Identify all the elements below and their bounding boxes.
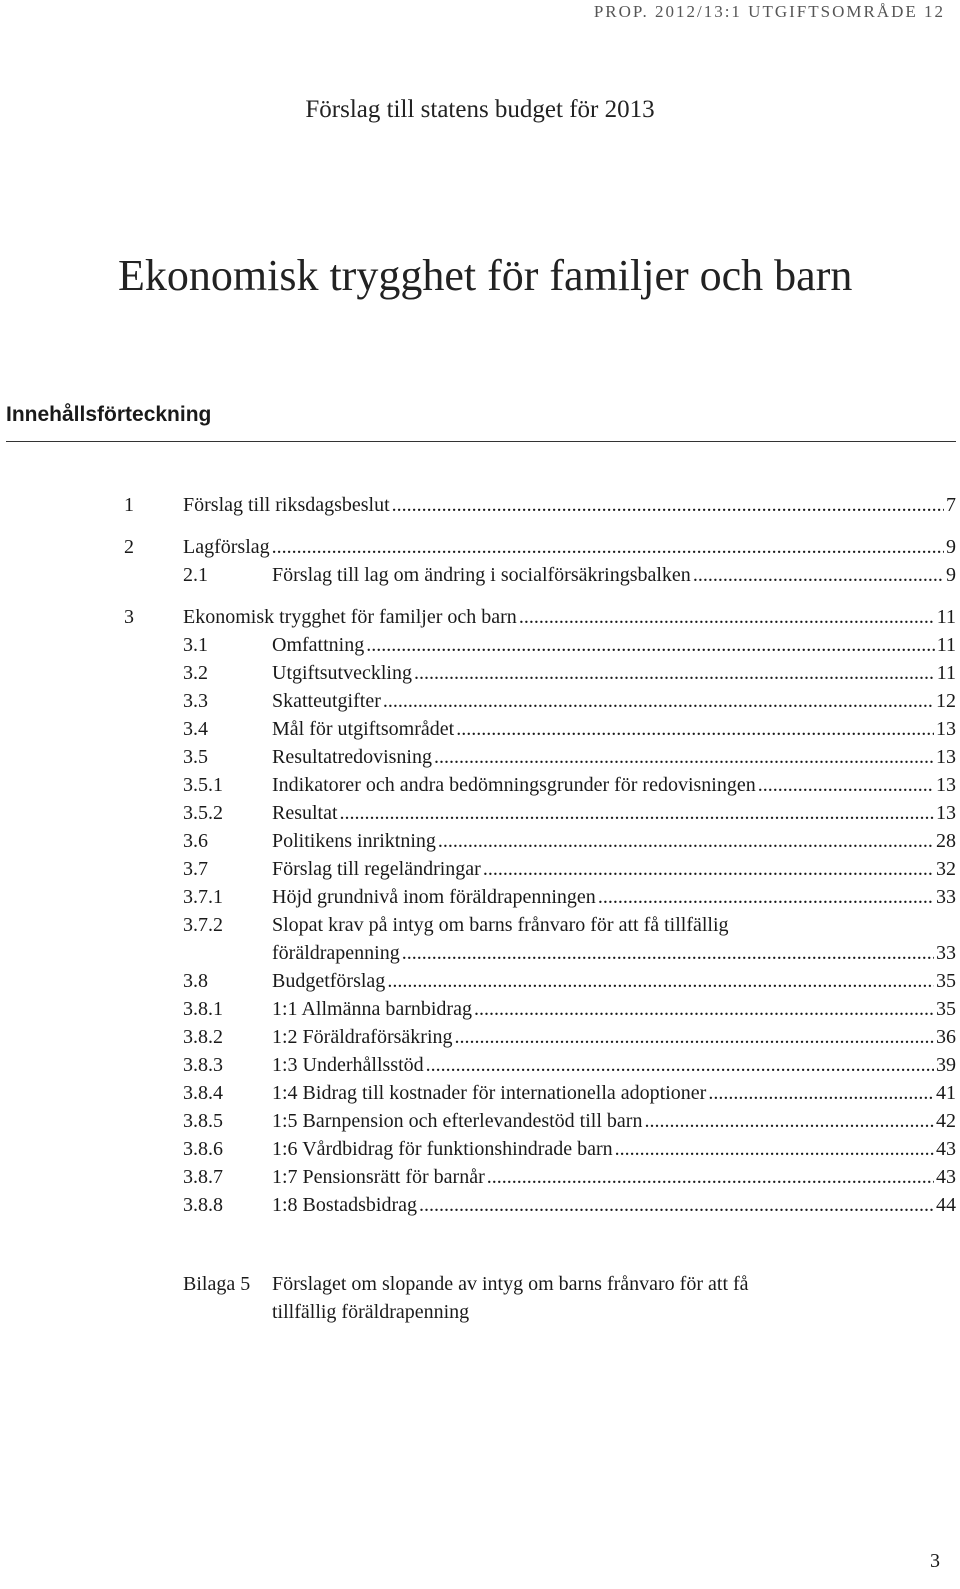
toc-leader-dots <box>387 967 934 995</box>
toc-entry-label: Förslag till regeländringar <box>272 858 481 880</box>
toc-entry-label: 1:4 Bidrag till kostnader för internationella adoptioner <box>272 1082 707 1104</box>
toc-entry-page: 32 <box>936 858 956 880</box>
toc-leader-dots <box>392 491 944 519</box>
toc-entry-number: 3.8.3 <box>183 1054 223 1076</box>
toc-leader-dots <box>272 533 944 561</box>
toc-leader-dots <box>438 827 934 855</box>
toc-entry-label: 1:2 Föräldraförsäkring <box>272 1026 453 1048</box>
toc-entry-label: Höjd grundnivå inom föräldrapenningen <box>272 886 596 908</box>
toc-entry[interactable] <box>0 715 960 743</box>
toc-entry-number: 3.7 <box>183 858 208 880</box>
annex-number: Bilaga 5 <box>183 1273 251 1295</box>
toc-entry-page: 11 <box>936 662 956 684</box>
toc-entry-page: 9 <box>946 536 956 558</box>
toc-entry-number: 3.8.6 <box>183 1138 223 1160</box>
toc-entry-page: 13 <box>936 802 956 824</box>
annex-label-line2: tillfällig föräldrapenning <box>272 1301 470 1323</box>
toc-entry-page: 33 <box>936 886 956 908</box>
page-number: 3 <box>930 1550 940 1572</box>
toc-entry[interactable] <box>0 1051 960 1079</box>
toc-entry-label: Lagförslag <box>183 536 270 558</box>
toc-leader-dots <box>644 1107 934 1135</box>
toc-entry[interactable] <box>0 561 960 589</box>
toc-entry-number: 3.5.1 <box>183 774 223 796</box>
annex-entry[interactable] <box>183 1270 749 1326</box>
toc-entry-label: 1:5 Barnpension och efterlevandestöd till barn <box>272 1110 643 1132</box>
toc-entry-number: 1 <box>124 494 134 516</box>
toc-entry-page: 11 <box>936 606 956 628</box>
toc-entry-page: 28 <box>936 830 956 852</box>
toc-entry-number: 2 <box>124 536 134 558</box>
toc-entry-page: 42 <box>936 1110 956 1132</box>
toc-entry-number: 3.8.4 <box>183 1082 223 1104</box>
toc-leader-dots <box>483 855 934 883</box>
toc-leader-dots <box>402 939 934 967</box>
document-title: Ekonomisk trygghet för familjer och barn <box>118 251 853 300</box>
toc-entry-number: 3.2 <box>183 662 208 684</box>
toc-entry-number: 3.1 <box>183 634 208 656</box>
toc-entry-page: 36 <box>936 1026 956 1048</box>
toc-group <box>0 603 960 911</box>
toc-entry-label: Mål för utgiftsområdet <box>272 718 455 740</box>
toc-group <box>0 533 960 589</box>
toc-entry-page: 11 <box>936 634 956 656</box>
toc-entry[interactable] <box>0 1107 960 1135</box>
toc-leader-dots <box>340 799 934 827</box>
toc-leader-dots <box>519 603 935 631</box>
toc-entry-number: 3.3 <box>183 690 208 712</box>
toc-entry-page: 13 <box>936 774 956 796</box>
toc-entry-label-line1: Slopat krav på intyg om barns frånvaro för att få tillfällig <box>272 914 729 936</box>
toc-leader-dots <box>758 771 934 799</box>
toc-entry-number: 3.8.7 <box>183 1166 223 1188</box>
toc-entry-number: 3.4 <box>183 718 208 740</box>
toc-entry-label: Politikens inriktning <box>272 830 436 852</box>
toc-entry-page: 13 <box>936 746 956 768</box>
toc-entry-page: 43 <box>936 1166 956 1188</box>
running-head: PROP. 2012/13:1 UTGIFTSOMRÅDE 12 <box>593 2 945 21</box>
toc-entry[interactable] <box>0 995 960 1023</box>
toc-leader-dots <box>598 883 934 911</box>
toc-leader-dots <box>474 995 934 1023</box>
toc-leader-dots <box>426 1051 934 1079</box>
toc-entry[interactable] <box>0 1079 960 1107</box>
table-of-contents <box>0 491 960 1219</box>
toc-group <box>0 491 960 519</box>
toc-entry-number: 3.7.1 <box>183 886 223 908</box>
toc-entry-label: Skatteutgifter <box>272 690 381 712</box>
toc-leader-dots <box>414 659 935 687</box>
toc-entry[interactable] <box>0 631 960 659</box>
toc-entry[interactable] <box>0 743 960 771</box>
toc-entry-label: 1:7 Pensionsrätt för barnår <box>272 1166 485 1188</box>
toc-entry-label: Förslag till lag om ändring i socialförsäkringsbalken <box>272 564 691 586</box>
annex-label-line1: Förslaget om slopande av intyg om barns frånvaro för att få <box>272 1273 749 1295</box>
toc-chapter-entry[interactable] <box>0 491 960 519</box>
toc-entry-number: 3.6 <box>183 830 208 852</box>
toc-entry[interactable] <box>0 883 960 911</box>
toc-leader-dots <box>708 1079 934 1107</box>
toc-entry-number: 3.8.8 <box>183 1194 223 1216</box>
toc-entry-label: Indikatorer och andra bedömningsgrunder för redovisningen <box>272 774 756 796</box>
toc-entry-label: Resultatredovisning <box>272 746 432 768</box>
toc-entry-label: 1:8 Bostadsbidrag <box>272 1194 417 1216</box>
toc-entry-label: Utgiftsutveckling <box>272 662 412 684</box>
toc-entry[interactable] <box>0 1023 960 1051</box>
toc-entry-label: Resultat <box>272 802 338 824</box>
toc-entry-label: Omfattning <box>272 634 365 656</box>
toc-chapter-entry[interactable] <box>0 603 960 631</box>
toc-leader-dots <box>434 743 934 771</box>
toc-leader-dots <box>419 1191 934 1219</box>
toc-entry-number: 3.8.1 <box>183 998 223 1020</box>
toc-entry-label: Budgetförslag <box>272 970 386 992</box>
toc-entry-label: Förslag till riksdagsbeslut <box>183 494 390 516</box>
toc-entry-number: 3.5.2 <box>183 802 223 824</box>
toc-entry-page: 13 <box>936 718 956 740</box>
toc-entry-page: 33 <box>936 942 956 964</box>
toc-entry[interactable] <box>0 687 960 715</box>
toc-entry-page: 39 <box>936 1054 956 1076</box>
toc-entry-number: 3.7.2 <box>183 914 223 936</box>
toc-leader-dots <box>366 631 935 659</box>
toc-leader-dots <box>455 1023 934 1051</box>
toc-entry-page: 35 <box>936 970 956 992</box>
toc-entry-page: 9 <box>946 564 956 586</box>
toc-entry-page: 43 <box>936 1138 956 1160</box>
toc-entry-label-line2: föräldrapenning <box>272 942 400 964</box>
toc-entry-number: 3 <box>124 606 134 628</box>
toc-entry-page: 7 <box>946 494 956 516</box>
toc-group <box>0 967 960 1219</box>
toc-entry[interactable] <box>0 659 960 687</box>
toc-entry-label: 1:6 Vårdbidrag för funktionshindrade barn <box>272 1138 613 1160</box>
toc-leader-dots <box>383 687 934 715</box>
toc-leader-dots <box>693 561 944 589</box>
toc-entry[interactable] <box>0 1163 960 1191</box>
toc-entry-label: 1:3 Underhållsstöd <box>272 1054 424 1076</box>
toc-leader-dots <box>615 1135 934 1163</box>
toc-entry-number: 3.8.2 <box>183 1026 223 1048</box>
toc-entry[interactable] <box>0 799 960 827</box>
toc-entry-label: 1:1 Allmänna barnbidrag <box>272 998 472 1020</box>
toc-heading: Innehållsförteckning <box>6 403 212 426</box>
toc-entry-page: 35 <box>936 998 956 1020</box>
toc-entry[interactable] <box>0 911 960 967</box>
toc-entry-page: 41 <box>936 1082 956 1104</box>
toc-entry-number: 3.8.5 <box>183 1110 223 1132</box>
toc-entry[interactable] <box>0 855 960 883</box>
toc-entry-number: 2.1 <box>183 564 208 586</box>
toc-entry-label: Ekonomisk trygghet för familjer och barn <box>183 606 517 628</box>
toc-leader-dots <box>456 715 934 743</box>
document-kicker: Förslag till statens budget för 2013 <box>305 96 655 123</box>
toc-entry[interactable] <box>0 967 960 995</box>
toc-entry-page: 12 <box>936 690 956 712</box>
toc-entry[interactable] <box>0 771 960 799</box>
toc-divider <box>6 441 956 442</box>
toc-entry[interactable] <box>0 827 960 855</box>
toc-leader-dots <box>487 1163 934 1191</box>
toc-entry[interactable] <box>0 1135 960 1163</box>
toc-entry[interactable] <box>0 1191 960 1219</box>
toc-entry-number: 3.8 <box>183 970 208 992</box>
toc-entry-page: 44 <box>936 1194 956 1216</box>
toc-chapter-entry[interactable] <box>0 533 960 561</box>
toc-entry-number: 3.5 <box>183 746 208 768</box>
